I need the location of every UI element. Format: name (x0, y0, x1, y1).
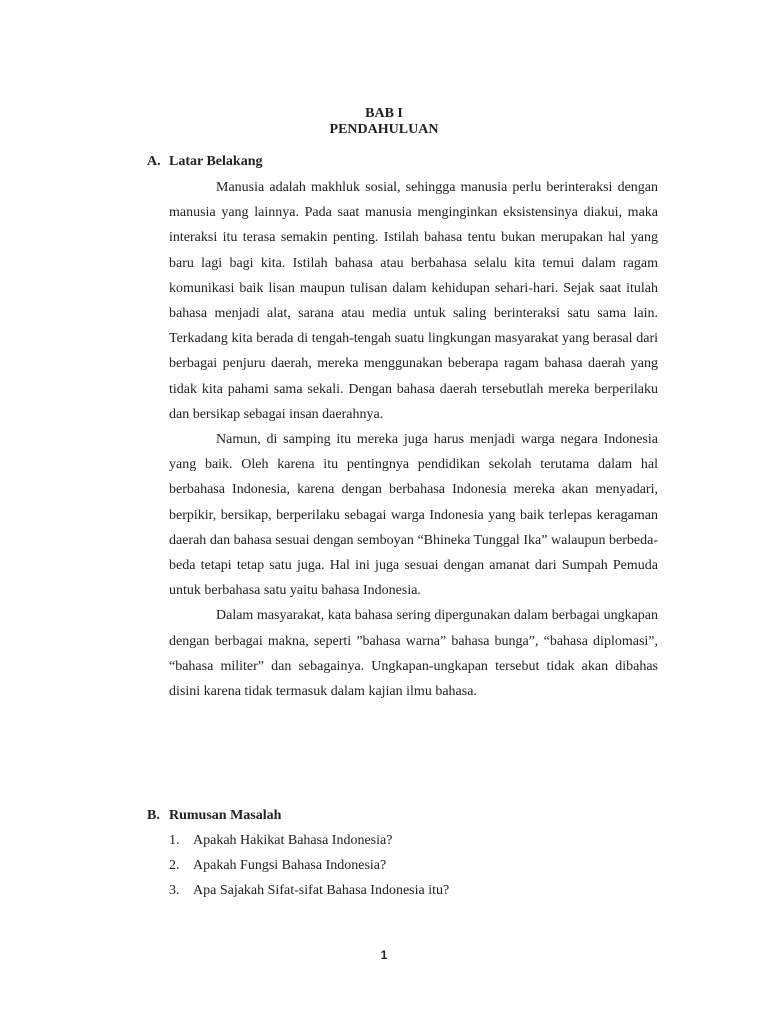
section-b-title: Rumusan Masalah (169, 808, 282, 823)
paragraph: Namun, di samping itu mereka juga harus menjadi warga negara Indonesia yang baik. Oleh karena itu pentingnya pendidikan sekolah terutama dalam hal berbahasa Indonesia, karena dengan berbahasa Indonesia mereka akan menyadari, berpikir, bersikap, berperilaku sebagai warga Indonesia yang baik terlepas keragaman daerah dan bahasa sesuai dengan semboyan “Bhineka Tunggal Ika” walaupun berbeda-beda tetapi tetap satu juga. Hal ini juga sesuai dengan amanat dari Sumpah Pemuda untuk berbahasa satu yaitu bahasa Indonesia. (169, 432, 658, 599)
paragraph: Dalam masyarakat, kata bahasa sering dipergunakan dalam berbagai ungkapan dengan berbagai makna, seperti ”bahasa warna” bahasa bunga”, “bahasa diplomasi”, “bahasa militer” dan sebagainya. Ungkapan-ungkapan tersebut tidak akan dibahas disini karena tidak termasuk dalam kajian ilmu bahasa. (169, 608, 658, 700)
list-item-number: 1. (169, 833, 180, 848)
page-number: 1 (380, 948, 388, 962)
section-a-body (169, 175, 658, 704)
section-a-heading (147, 154, 262, 170)
section-a-title: Latar Belakang (169, 154, 263, 169)
list-item-number: 3. (169, 883, 180, 898)
list-item (169, 883, 449, 899)
list-item (169, 833, 392, 849)
section-b-letter: B. (147, 808, 160, 823)
list-item-text: Apakah Fungsi Bahasa Indonesia? (193, 858, 387, 873)
list-item (169, 858, 386, 874)
list-item-text: Apakah Hakikat Bahasa Indonesia? (193, 833, 393, 848)
list-item-number: 2. (169, 858, 180, 873)
section-b-heading (147, 808, 281, 824)
section-a-letter: A. (147, 154, 161, 169)
list-item-text: Apa Sajakah Sifat-sifat Bahasa Indonesia itu? (193, 883, 450, 898)
paragraph: Manusia adalah makhluk sosial, sehingga manusia perlu berinteraksi dengan manusia yang lainnya. Pada saat manusia menginginkan eksistensinya diakui, maka interaksi itu terasa semakin penting. Istilah bahasa tentu bukan merupakan hal yang baru lagi bagi kita. Istilah bahasa atau berbahasa selalu kita temui dalam ragam komunikasi baik lisan maupun tulisan dalam kehidupan sehari-hari. Sejak saat itulah bahasa menjadi alat, sarana atau media untuk saling berinteraksi satu sama lain. Terkadang kita berada di tengah-tengah suatu lingkungan masyarakat yang berasal dari berbagai penjuru daerah, mereka menggunakan beberapa ragam bahasa daerah yang tidak kita pahami sama sekali. Dengan bahasa daerah tersebutlah mereka berperilaku dan bersikap sebagai insan daerahnya. (169, 180, 658, 422)
chapter-label: BAB I (365, 106, 403, 121)
chapter-title: PENDAHULUAN (329, 122, 439, 137)
